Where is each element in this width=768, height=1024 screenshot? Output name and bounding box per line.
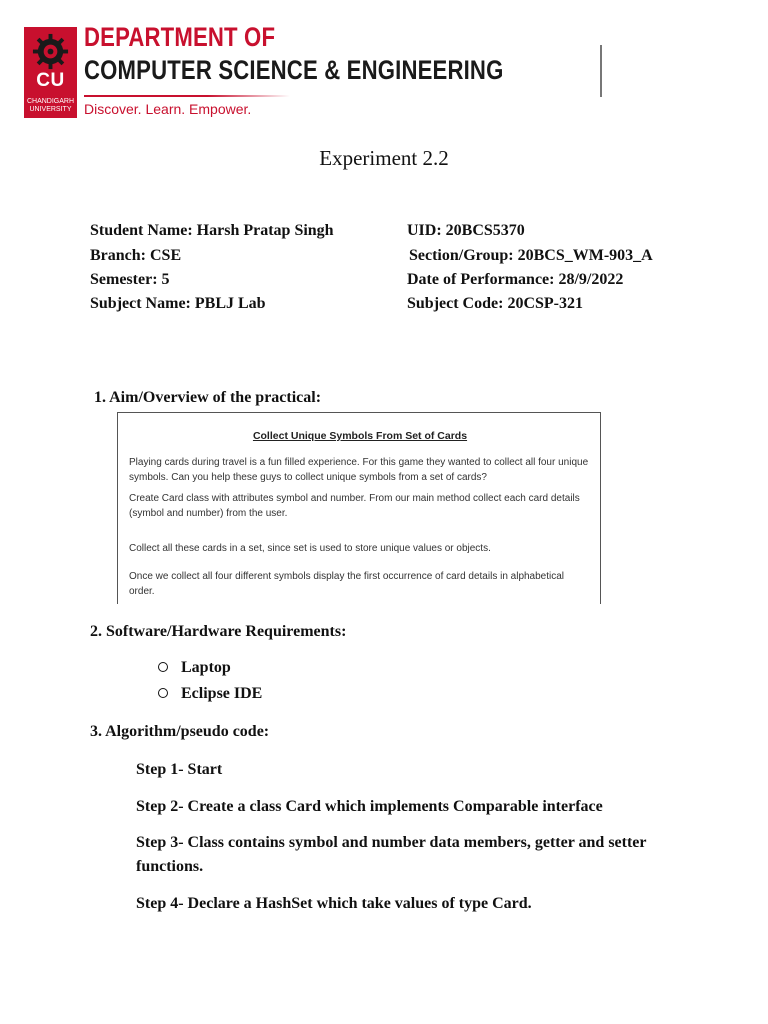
- algorithm-step: Step 4- Declare a HashSet which take values of type Card.: [136, 895, 532, 912]
- list-item: [158, 685, 262, 703]
- circle-bullet-icon: [158, 688, 168, 698]
- aim-problem-image: [117, 412, 601, 604]
- department-heading: DEPARTMENT OF: [84, 22, 276, 52]
- logo-university-text: CHANDIGARH UNIVERSITY: [26, 98, 75, 113]
- tagline: Discover. Learn. Empower.: [84, 101, 252, 117]
- header-divider: [84, 95, 290, 97]
- requirement-label: Laptop: [181, 659, 231, 676]
- algorithm-step: Step 2- Create a class Card which implements Comparable interface: [136, 798, 603, 815]
- aim-paragraph: Once we collect all four different symbols display the first occurrence of card details in alphabetical order.: [129, 571, 565, 597]
- page-title: Experiment 2.2: [319, 146, 449, 170]
- requirements-heading: 2. Software/Hardware Requirements:: [90, 623, 347, 640]
- gear-emblem-icon: [31, 32, 70, 71]
- department-name: COMPUTER SCIENCE & ENGINEERING: [84, 55, 504, 85]
- header-vertical-divider: [600, 45, 602, 97]
- university-logo: [24, 27, 77, 118]
- logo-cu-text: CU: [36, 70, 65, 91]
- aim-paragraph: Playing cards during travel is a fun filled experience. For this game they wanted to collect all four unique symbols. Can you help these guys to collect unique symbols from a set of cards?: [129, 457, 589, 483]
- circle-bullet-icon: [158, 662, 168, 672]
- section-group: Section/Group: 20BCS_WM-903_A: [409, 247, 653, 264]
- list-item: [158, 659, 231, 677]
- subject-code: Subject Code: 20CSP-321: [407, 295, 583, 312]
- algorithm-step: Step 3- Class contains symbol and number data members, getter and setter functions.: [136, 834, 647, 875]
- algorithm-step: Step 1- Start: [136, 761, 223, 778]
- student-uid: UID: 20BCS5370: [407, 222, 525, 239]
- date-of-performance: Date of Performance: 28/9/2022: [407, 271, 624, 288]
- aim-heading: 1. Aim/Overview of the practical:: [94, 389, 322, 406]
- algorithm-heading: 3. Algorithm/pseudo code:: [90, 723, 270, 740]
- semester: Semester: 5: [90, 271, 170, 288]
- subject-name: Subject Name: PBLJ Lab: [90, 295, 266, 312]
- aim-problem-title: Collect Unique Symbols From Set of Cards: [252, 430, 468, 442]
- aim-paragraph: Collect all these cards in a set, since set is used to store unique values or objects.: [129, 543, 491, 554]
- branch: Branch: CSE: [90, 247, 182, 264]
- aim-paragraph: Create Card class with attributes symbol and number. From our main method collect each card details (symbol and number) from the user.: [129, 493, 580, 519]
- student-name: Student Name: Harsh Pratap Singh: [90, 222, 334, 239]
- requirement-label: Eclipse IDE: [181, 685, 263, 702]
